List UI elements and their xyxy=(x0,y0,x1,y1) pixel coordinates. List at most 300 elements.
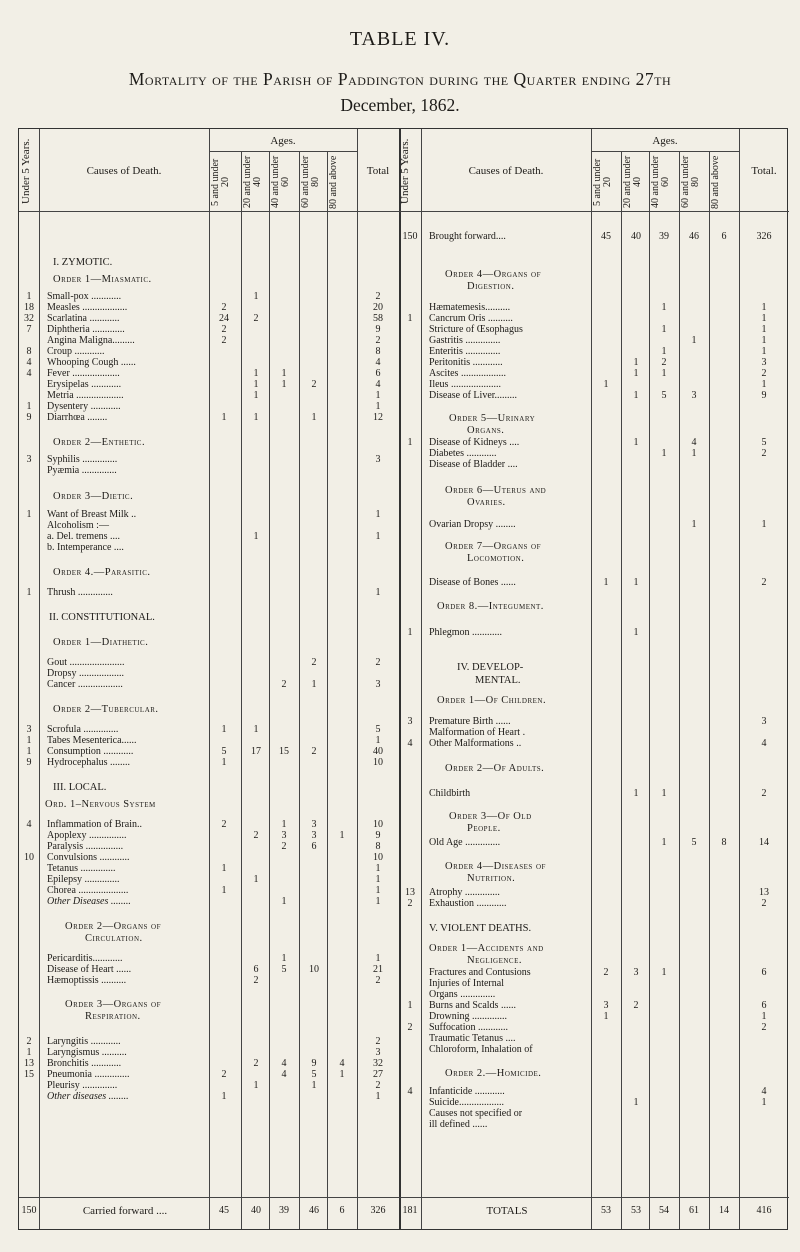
age-value-left: 1 xyxy=(253,291,259,302)
age-value-right: 1 xyxy=(633,390,639,401)
header-total-right: Total. xyxy=(751,165,777,177)
total-value-left: 1 xyxy=(375,1091,381,1102)
under5-value-left: 9 xyxy=(26,757,32,768)
header-causes-right: Causes of Death. xyxy=(468,165,544,177)
section-heading-right: Locomotion. xyxy=(467,553,525,564)
age-value-left: 24 xyxy=(219,313,229,324)
cause-label-right: Traumatic Tetanus .... xyxy=(429,1033,516,1044)
cause-label-right: Childbirth xyxy=(429,788,471,799)
under5-value-left: 15 xyxy=(24,1069,34,1080)
cause-label-left: Laryngismus .......... xyxy=(47,1047,127,1058)
total-value-left: 2 xyxy=(375,1080,381,1091)
total-value-left: 1 xyxy=(375,735,381,746)
age-value-right: 1 xyxy=(661,967,667,978)
section-heading-left: Order 2—Organs of xyxy=(65,921,162,932)
total-value-right: 1 xyxy=(761,346,767,357)
footer-age-right: 53 xyxy=(601,1205,611,1216)
age-value-right: 1 xyxy=(603,1011,609,1022)
under5-value-left: 1 xyxy=(26,746,32,757)
footer-age-left: 40 xyxy=(251,1205,261,1216)
under5-value-left: 8 xyxy=(26,346,32,357)
age-value-left: 3 xyxy=(281,830,287,841)
cause-label-left: Inflammation of Brain.. xyxy=(47,819,142,830)
age-value-left: 1 xyxy=(281,896,287,907)
age-value-left: 4 xyxy=(281,1058,287,1069)
section-heading-right: People. xyxy=(467,823,501,834)
total-value-right: 6 xyxy=(761,1000,767,1011)
total-value-right: 6 xyxy=(761,967,767,978)
section-heading-right: MENTAL. xyxy=(475,675,521,686)
age-value-right: 1 xyxy=(661,302,667,313)
cause-label-left: Fever ................... xyxy=(47,368,120,379)
cause-label-left: Bronchitis ............ xyxy=(47,1058,122,1069)
section-heading-left: Order 1—Diathetic. xyxy=(53,637,149,648)
age-value-left: 1 xyxy=(281,368,287,379)
total-value-right: 3 xyxy=(761,357,767,368)
cause-label-left: Laryngitis ............ xyxy=(47,1036,121,1047)
ages-rule xyxy=(591,151,739,152)
age-value-left: 6 xyxy=(253,964,259,975)
section-heading-left: Ord. 1–Nervous System xyxy=(45,799,156,810)
age-value-right: 1 xyxy=(661,788,667,799)
under5-value-right: 1 xyxy=(407,1000,413,1011)
under5-value-left: 32 xyxy=(24,313,34,324)
cause-label-right: Chloroform, Inhalation of xyxy=(429,1044,533,1055)
header-age-left: 5 and under 20 xyxy=(210,158,231,206)
cause-label-left: Pleurisy .............. xyxy=(47,1080,118,1091)
under5-value-left: 1 xyxy=(26,1047,32,1058)
age-value-left: 2 xyxy=(311,746,317,757)
cause-label-right: Suicide.................. xyxy=(429,1097,504,1108)
subtitle-line-2: December, 1862. xyxy=(340,95,460,115)
footer-under5-left: 150 xyxy=(21,1205,37,1216)
cause-label-right: Brought forward.... xyxy=(429,231,506,242)
age-value-left: 1 xyxy=(311,1080,317,1091)
total-value-left: 20 xyxy=(373,302,383,313)
total-value-left: 3 xyxy=(375,679,381,690)
age-value-left: 2 xyxy=(221,819,227,830)
age-value-left: 2 xyxy=(281,679,287,690)
age-value-left: 1 xyxy=(253,412,259,423)
under5-value-right: 1 xyxy=(407,313,413,324)
footer-total-right: 416 xyxy=(756,1205,772,1216)
under5-value-right: 150 xyxy=(402,231,418,242)
total-value-left: 2 xyxy=(375,335,381,346)
footer-total-left: 326 xyxy=(370,1205,386,1216)
cause-label-right: Ovarian Dropsy ........ xyxy=(429,519,516,530)
cause-label-left: Whooping Cough ...... xyxy=(47,357,136,368)
age-value-right: 1 xyxy=(633,1097,639,1108)
age-value-left: 2 xyxy=(311,657,317,668)
total-value-right: 2 xyxy=(761,1022,767,1033)
cause-label-left: Erysipelas ............ xyxy=(47,379,122,390)
cause-label-left: Dropsy .................. xyxy=(47,668,124,679)
age-value-right: 5 xyxy=(691,837,697,848)
total-value-right: 14 xyxy=(759,837,769,848)
under5-value-left: 7 xyxy=(26,324,32,335)
header-age-right: 40 and under 60 xyxy=(650,155,671,209)
total-value-right: 5 xyxy=(761,437,767,448)
total-value-right: 1 xyxy=(761,313,767,324)
cause-label-right: Burns and Scalds ...... xyxy=(429,1000,516,1011)
cause-label-right: Atrophy .............. xyxy=(429,887,500,898)
total-value-left: 9 xyxy=(375,324,381,335)
age-value-right: 3 xyxy=(633,967,639,978)
footer-rule xyxy=(19,1197,789,1198)
under5-value-right: 2 xyxy=(407,898,413,909)
total-value-left: 1 xyxy=(375,874,381,885)
age-value-left: 9 xyxy=(311,1058,317,1069)
column-rule xyxy=(39,129,40,1229)
total-value-right: 2 xyxy=(761,898,767,909)
section-heading-left: Order 1—Miasmatic. xyxy=(53,274,152,285)
footer-under5-right: 181 xyxy=(402,1205,418,1216)
section-heading-left: Order 3—Dietic. xyxy=(53,491,134,502)
total-value-right: 4 xyxy=(761,738,767,749)
cause-label-left: Chorea .................... xyxy=(47,885,129,896)
cause-label-left: Diarrhœa ........ xyxy=(47,412,108,423)
section-heading-right: Nutrition. xyxy=(467,873,516,884)
age-value-left: 4 xyxy=(281,1069,287,1080)
age-value-left: 17 xyxy=(251,746,261,757)
cause-label-left: Disease of Heart ...... xyxy=(47,964,132,975)
age-value-right: 1 xyxy=(661,324,667,335)
age-value-left: 1 xyxy=(253,874,259,885)
cause-label-right: Disease of Kidneys .... xyxy=(429,437,520,448)
cause-label-left: Measles .................. xyxy=(47,302,128,313)
under5-value-right: 4 xyxy=(407,738,413,749)
age-value-right: 6 xyxy=(721,231,727,242)
cause-label-left: Convulsions ............ xyxy=(47,852,130,863)
column-rule xyxy=(591,129,592,1229)
age-value-left: 1 xyxy=(221,412,227,423)
cause-label-right: Peritonitis ............ xyxy=(429,357,503,368)
total-value-right: 3 xyxy=(761,716,767,727)
column-rule xyxy=(209,129,210,1229)
cause-label-right: Injuries of Internal xyxy=(429,978,504,989)
age-value-right: 8 xyxy=(721,837,727,848)
total-value-left: 58 xyxy=(373,313,383,324)
cause-label-right: Other Malformations .. xyxy=(429,738,522,749)
total-value-left: 5 xyxy=(375,724,381,735)
age-value-left: 2 xyxy=(221,335,227,346)
header-age-left: 60 and under 80 xyxy=(300,155,321,209)
cause-label-left: Syphilis .............. xyxy=(47,454,118,465)
total-value-right: 2 xyxy=(761,577,767,588)
cause-label-left: Diphtheria ............. xyxy=(47,324,125,335)
under5-value-right: 1 xyxy=(407,627,413,638)
footer-age-left: 46 xyxy=(309,1205,319,1216)
under5-value-right: 4 xyxy=(407,1086,413,1097)
section-heading-right: Order 4—Organs of xyxy=(445,269,542,280)
age-value-left: 3 xyxy=(311,819,317,830)
age-value-right: 39 xyxy=(659,231,669,242)
total-value-left: 2 xyxy=(375,291,381,302)
total-value-left: 1 xyxy=(375,863,381,874)
age-value-left: 1 xyxy=(311,412,317,423)
section-heading-right: Order 4—Diseases of xyxy=(445,861,546,872)
age-value-right: 2 xyxy=(661,357,667,368)
cause-label-left: Tetanus .............. xyxy=(47,863,116,874)
cause-label-right: Hæmatemesis.......... xyxy=(429,302,511,313)
under5-value-left: 4 xyxy=(26,819,32,830)
section-heading-right: Digestion. xyxy=(467,281,515,292)
section-heading-left: Order 2—Enthetic. xyxy=(53,437,146,448)
cause-label-left: Consumption ............ xyxy=(47,746,134,757)
cause-label-left: a. Del. tremens .... xyxy=(47,531,121,542)
age-value-left: 1 xyxy=(253,390,259,401)
section-heading-right: Order 1—Of Children. xyxy=(437,695,547,706)
age-value-right: 1 xyxy=(633,577,639,588)
total-value-right: 2 xyxy=(761,368,767,379)
ages-rule xyxy=(209,151,357,152)
cause-label-right: Disease of Bladder .... xyxy=(429,459,518,470)
footer-age-right: 14 xyxy=(719,1205,729,1216)
total-value-left: 10 xyxy=(373,757,383,768)
age-value-left: 2 xyxy=(253,975,259,986)
column-rule xyxy=(679,151,680,1229)
age-value-left: 4 xyxy=(339,1058,345,1069)
age-value-right: 1 xyxy=(633,357,639,368)
cause-label-right: Suffocation ............ xyxy=(429,1022,508,1033)
under5-value-right: 13 xyxy=(405,887,415,898)
age-value-right: 3 xyxy=(603,1000,609,1011)
age-value-left: 2 xyxy=(221,1069,227,1080)
total-value-left: 4 xyxy=(375,357,381,368)
footer-age-left: 45 xyxy=(219,1205,229,1216)
total-value-left: 1 xyxy=(375,401,381,412)
under5-value-left: 1 xyxy=(26,291,32,302)
total-value-left: 32 xyxy=(373,1058,383,1069)
section-heading-right: Order 5—Urinary xyxy=(449,413,536,424)
under5-value-left: 18 xyxy=(24,302,34,313)
total-value-right: 1 xyxy=(761,1011,767,1022)
under5-value-left: 4 xyxy=(26,368,32,379)
total-value-left: 1 xyxy=(375,509,381,520)
under5-value-right: 2 xyxy=(407,1022,413,1033)
under5-value-left: 3 xyxy=(26,724,32,735)
cause-label-right: Gastritis .............. xyxy=(429,335,501,346)
section-heading-right: Order 2.—Homicide. xyxy=(445,1068,542,1079)
cause-label-right: Cancrum Oris .......... xyxy=(429,313,513,324)
under5-value-right: 3 xyxy=(407,716,413,727)
cause-label-right: Premature Birth ...... xyxy=(429,716,511,727)
header-age-left: 40 and under 60 xyxy=(270,155,291,209)
cause-label-right: Diabetes ............ xyxy=(429,448,497,459)
section-heading-left: II. CONSTITUTIONAL. xyxy=(49,612,155,623)
cause-label-left: Want of Breast Milk .. xyxy=(47,509,137,520)
header-rule xyxy=(19,211,789,212)
age-value-left: 2 xyxy=(281,841,287,852)
under5-value-left: 1 xyxy=(26,587,32,598)
section-heading-left: Order 3—Organs of xyxy=(65,999,162,1010)
total-value-left: 10 xyxy=(373,852,383,863)
age-value-right: 5 xyxy=(661,390,667,401)
cause-label-left: Pyæmia .............. xyxy=(47,465,117,476)
total-value-left: 12 xyxy=(373,412,383,423)
total-value-left: 4 xyxy=(375,379,381,390)
under5-value-right: 1 xyxy=(407,437,413,448)
cause-label-left: Small-pox ............ xyxy=(47,291,122,302)
section-heading-left: Order 4.—Parasitic. xyxy=(53,567,151,578)
age-value-right: 1 xyxy=(661,448,667,459)
total-value-right: 4 xyxy=(761,1086,767,1097)
cause-label-left: Scarlatina ............ xyxy=(47,313,120,324)
total-value-left: 3 xyxy=(375,1047,381,1058)
age-value-left: 1 xyxy=(221,724,227,735)
cause-label-right: Organs .............. xyxy=(429,989,496,1000)
age-value-left: 2 xyxy=(311,379,317,390)
under5-value-left: 1 xyxy=(26,401,32,412)
age-value-left: 1 xyxy=(253,379,259,390)
cause-label-right: Ascites .................. xyxy=(429,368,506,379)
section-heading-right: Order 2—Of Adults. xyxy=(445,763,545,774)
age-value-right: 1 xyxy=(633,627,639,638)
under5-value-left: 1 xyxy=(26,509,32,520)
total-value-right: 1 xyxy=(761,302,767,313)
cause-label-left: Angina Maligna......... xyxy=(47,335,135,346)
total-value-left: 2 xyxy=(375,975,381,986)
footer-age-right: 53 xyxy=(631,1205,641,1216)
total-value-right: 1 xyxy=(761,519,767,530)
age-value-left: 1 xyxy=(221,1091,227,1102)
column-rule xyxy=(421,129,422,1229)
age-value-left: 3 xyxy=(311,830,317,841)
cause-label-right: ill defined ...... xyxy=(429,1119,488,1130)
header-under5-right: Under 5 Years. xyxy=(399,138,411,204)
cause-label-left: Paralysis ............... xyxy=(47,841,124,852)
total-value-left: 1 xyxy=(375,953,381,964)
cause-label-left: Pericarditis............ xyxy=(47,953,123,964)
under5-value-left: 9 xyxy=(26,412,32,423)
age-value-right: 1 xyxy=(633,437,639,448)
age-value-left: 2 xyxy=(253,830,259,841)
under5-value-left: 13 xyxy=(24,1058,34,1069)
section-heading-left: Circulation. xyxy=(85,933,143,944)
table-subtitle xyxy=(40,66,760,118)
age-value-left: 1 xyxy=(281,379,287,390)
header-age-right: 5 and under 20 xyxy=(592,158,613,206)
cause-label-left: Gout ...................... xyxy=(47,657,125,668)
cause-label-right: Disease of Liver......... xyxy=(429,390,518,401)
header-ages-right: Ages. xyxy=(652,135,678,147)
total-value-left: 6 xyxy=(375,368,381,379)
age-value-left: 1 xyxy=(221,885,227,896)
cause-label-left: Other diseases ........ xyxy=(47,1091,129,1102)
age-value-right: 45 xyxy=(601,231,611,242)
header-age-right: 20 and under 40 xyxy=(622,155,643,209)
cause-label-left: Dysentery ............ xyxy=(47,401,121,412)
header-total-left: Total xyxy=(366,165,390,177)
total-value-left: 1 xyxy=(375,885,381,896)
age-value-left: 1 xyxy=(281,953,287,964)
age-value-left: 1 xyxy=(253,531,259,542)
footer-age-right: 54 xyxy=(659,1205,669,1216)
total-value-left: 2 xyxy=(375,1036,381,1047)
age-value-right: 1 xyxy=(603,577,609,588)
footer-age-right: 61 xyxy=(689,1205,699,1216)
age-value-left: 1 xyxy=(221,863,227,874)
section-heading-right: IV. DEVELOP- xyxy=(457,662,524,673)
age-value-right: 4 xyxy=(691,437,697,448)
total-value-right: 1 xyxy=(761,379,767,390)
cause-label-left: Other Diseases ........ xyxy=(47,896,131,907)
age-value-left: 2 xyxy=(221,302,227,313)
total-value-right: 9 xyxy=(761,390,767,401)
age-value-left: 1 xyxy=(339,1069,345,1080)
footer-age-left: 39 xyxy=(279,1205,289,1216)
cause-label-left: Croup ............ xyxy=(47,346,105,357)
section-heading-right: Order 6—Uterus and xyxy=(445,485,547,496)
cause-label-left: Scrofula .............. xyxy=(47,724,119,735)
section-heading-left: III. LOCAL. xyxy=(53,782,107,793)
under5-value-left: 1 xyxy=(26,735,32,746)
age-value-right: 46 xyxy=(689,231,699,242)
cause-label-right: Ileus .................... xyxy=(429,379,501,390)
total-value-right: 13 xyxy=(759,887,769,898)
age-value-left: 1 xyxy=(339,830,345,841)
header-ages-left: Ages. xyxy=(270,135,296,147)
total-value-right: 2 xyxy=(761,448,767,459)
age-value-right: 1 xyxy=(661,368,667,379)
header-under5-left: Under 5 Years. xyxy=(20,138,32,204)
age-value-left: 1 xyxy=(281,819,287,830)
total-value-left: 2 xyxy=(375,657,381,668)
column-rule xyxy=(709,151,710,1229)
under5-value-left: 4 xyxy=(26,357,32,368)
age-value-left: 5 xyxy=(281,964,287,975)
age-value-left: 10 xyxy=(309,964,319,975)
header-age-left: 20 and under 40 xyxy=(242,155,263,209)
total-value-left: 1 xyxy=(375,896,381,907)
cause-label-right: Fractures and Contusions xyxy=(429,967,531,978)
mortality-table xyxy=(18,128,788,1230)
header-age-left: 80 and above xyxy=(328,155,339,209)
total-value-left: 10 xyxy=(373,819,383,830)
age-value-left: 2 xyxy=(253,313,259,324)
footer-label-left: Carried forward .... xyxy=(82,1205,168,1217)
age-value-left: 2 xyxy=(221,324,227,335)
total-value-right: 1 xyxy=(761,335,767,346)
cause-label-right: Stricture of Œsophagus xyxy=(429,324,523,335)
cause-label-left: Tabes Mesenterica...... xyxy=(47,735,137,746)
cause-label-right: Malformation of Heart . xyxy=(429,727,526,738)
header-age-right: 60 and under 80 xyxy=(680,155,701,209)
cause-label-right: Infanticide ............ xyxy=(429,1086,505,1097)
total-value-right: 2 xyxy=(761,788,767,799)
cause-label-right: Disease of Bones ...... xyxy=(429,577,516,588)
subtitle-line-1: Mortality of the Parish of Paddington during the Quarter ending 27th xyxy=(128,69,672,89)
cause-label-left: b. Intemperance .... xyxy=(47,542,124,553)
age-value-left: 5 xyxy=(221,746,227,757)
cause-label-right: Drowning .............. xyxy=(429,1011,508,1022)
age-value-left: 5 xyxy=(311,1069,317,1080)
total-value-left: 8 xyxy=(375,841,381,852)
footer-age-left: 6 xyxy=(339,1205,345,1216)
age-value-left: 1 xyxy=(253,724,259,735)
section-heading-left: Order 2—Tubercular. xyxy=(53,704,159,715)
age-value-right: 40 xyxy=(631,231,641,242)
total-value-left: 1 xyxy=(375,531,381,542)
age-value-right: 1 xyxy=(603,379,609,390)
total-value-left: 9 xyxy=(375,830,381,841)
age-value-right: 1 xyxy=(691,335,697,346)
total-value-right: 1 xyxy=(761,1097,767,1108)
column-rule xyxy=(399,129,401,1229)
total-value-left: 40 xyxy=(373,746,383,757)
section-heading-right: Order 1—Accidents and xyxy=(429,943,544,954)
age-value-left: 1 xyxy=(221,757,227,768)
